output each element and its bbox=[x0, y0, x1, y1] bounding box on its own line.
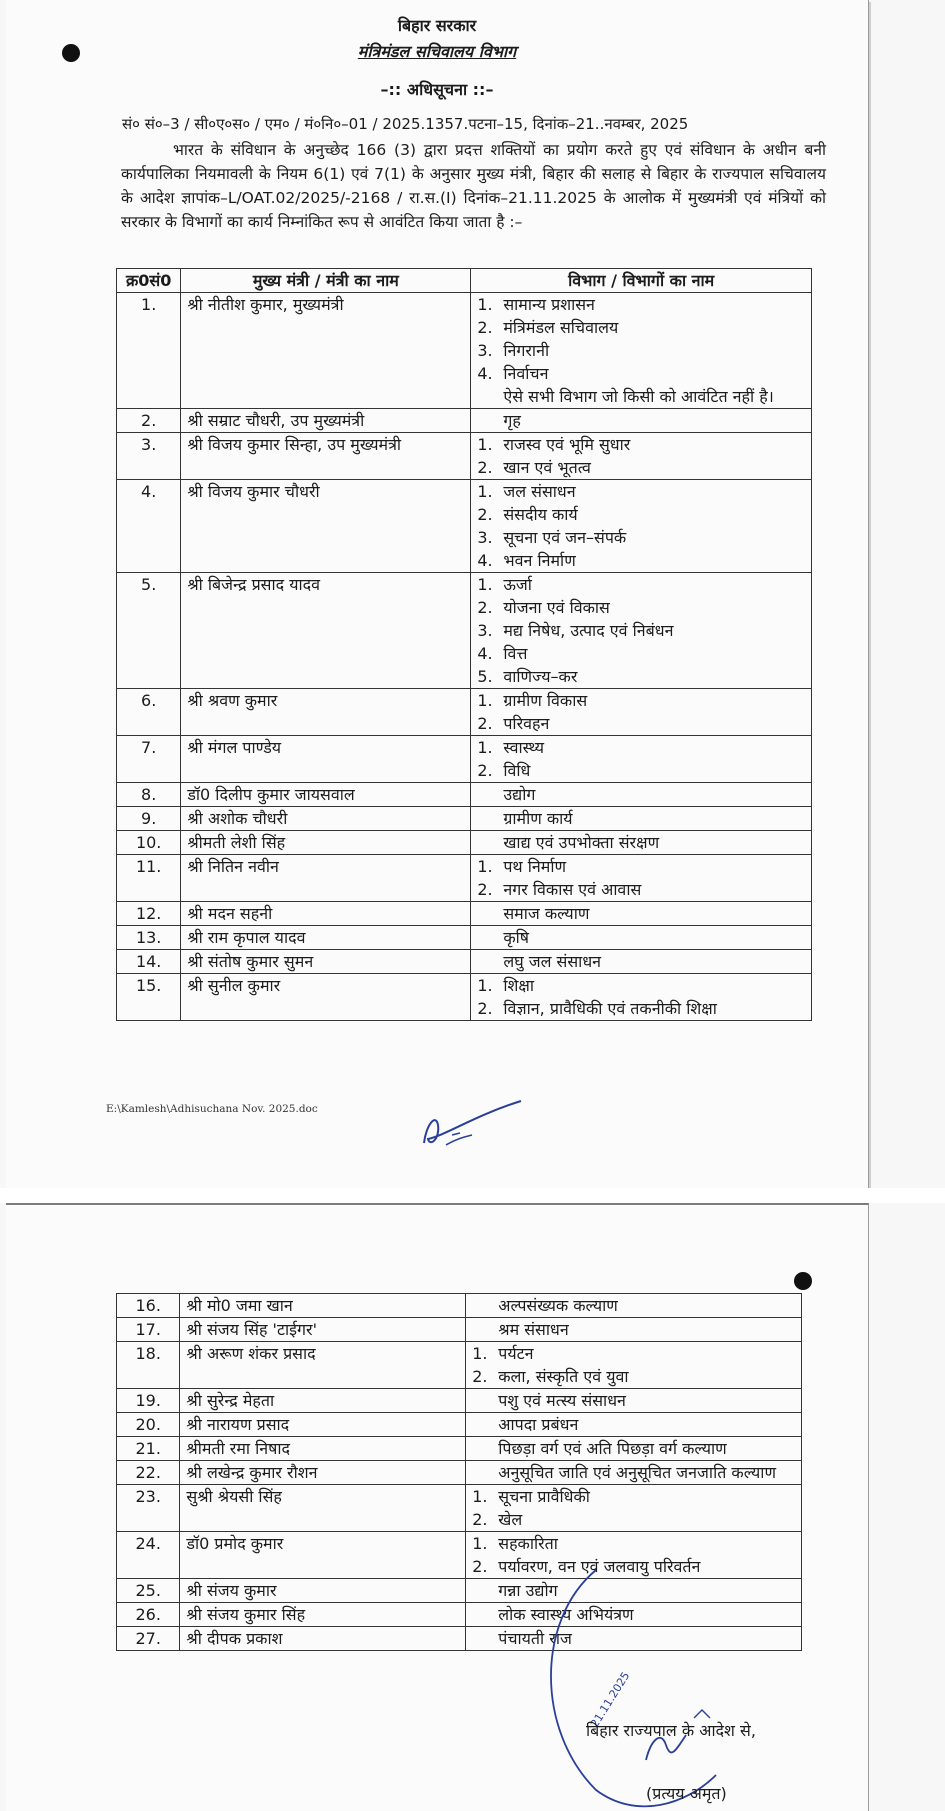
department-name: पशु एवं मत्स्य संसाधन bbox=[498, 1391, 626, 1410]
department-name: समाज कल्याण bbox=[503, 904, 590, 923]
department-item bbox=[477, 456, 805, 479]
department-item-number: 1. bbox=[477, 575, 493, 594]
table-row bbox=[117, 1389, 802, 1413]
minister-name: श्री विजय कुमार सिन्हा, उप मुख्यमंत्री bbox=[181, 433, 471, 480]
minister-name: श्री संतोष कुमार सुमन bbox=[181, 950, 471, 974]
department-name: सूचना प्रावैधिकी bbox=[498, 1487, 590, 1506]
department-item-number: 3. bbox=[477, 621, 493, 640]
table-row bbox=[117, 950, 812, 974]
department-name: लघु जल संसाधन bbox=[503, 952, 602, 971]
department-cell bbox=[471, 293, 812, 409]
department-name: श्रम संसाधन bbox=[498, 1320, 569, 1339]
serial-number: 16. bbox=[117, 1294, 180, 1318]
department-name: भवन निर्माण bbox=[503, 551, 576, 570]
department-item bbox=[477, 503, 805, 526]
department-item-number: 2. bbox=[477, 761, 493, 780]
department-name: पंचायती राज bbox=[498, 1629, 572, 1648]
department-cell bbox=[471, 573, 812, 689]
department-item-number: 1. bbox=[472, 1534, 488, 1553]
department-cell bbox=[466, 1437, 802, 1461]
department-item bbox=[477, 712, 805, 735]
department-name: पर्यावरण, वन एवं जलवायु परिवर्तन bbox=[498, 1557, 701, 1576]
minister-name: श्रीमती लेशी सिंह bbox=[181, 831, 471, 855]
serial-number: 7. bbox=[117, 736, 181, 783]
department-name: पिछड़ा वर्ग एवं अति पिछड़ा वर्ग कल्याण bbox=[498, 1439, 727, 1458]
minister-name: श्री राम कृपाल यादव bbox=[181, 926, 471, 950]
body-text: भारत के संविधान के अनुच्छेद 166 (3) द्वारा प्रदत्त शक्तियों का प्रयोग करते हुए एवं संविधान के अधीन बनी कार्यपालिका नियमावली के नियम 6(1) एवं 7(1) के अनुसार मुख्य मंत्री, बिहार की सलाह से बिहार के राज्यपाल सचिवालय के आदेश ज्ञापांक–L/OAT.02/2025/-2168 / रा.स.(I) दिनांक–21.11.2025 के आलोक में मुख्यमंत्री एवं मंत्रियों को सरकार के विभागों का कार्य निम्नांकित रूप से आवंटित किया जाता है :– bbox=[121, 141, 826, 231]
notification-title: –:: अधिसूचना ::– bbox=[380, 80, 494, 99]
department-list bbox=[477, 689, 805, 735]
department-cell bbox=[471, 736, 812, 783]
table-row bbox=[117, 926, 812, 950]
col-header-department: विभाग / विभागों का नाम bbox=[471, 269, 812, 293]
department-name: निर्वाचन bbox=[503, 364, 549, 383]
table-row bbox=[117, 807, 812, 831]
department-name: मंत्रिमंडल सचिवालय bbox=[503, 318, 619, 337]
department-item bbox=[472, 1532, 795, 1555]
department-name: पथ निर्माण bbox=[503, 857, 567, 876]
department-item-number: 1. bbox=[477, 738, 493, 757]
table-row bbox=[117, 433, 812, 480]
department-item-number: 2. bbox=[477, 714, 493, 733]
department-item bbox=[477, 596, 805, 619]
department-name: गृह bbox=[503, 411, 521, 430]
department-item-number: 1. bbox=[477, 857, 493, 876]
department-name: निगरानी bbox=[503, 341, 550, 360]
department-item-number: 1. bbox=[477, 482, 493, 501]
department-cell bbox=[471, 902, 812, 926]
minister-name: श्री मो0 जमा खान bbox=[180, 1294, 466, 1318]
department-item-number: 3. bbox=[477, 341, 493, 360]
minister-name: श्रीमती रमा निषाद bbox=[180, 1437, 466, 1461]
serial-number: 27. bbox=[117, 1627, 180, 1651]
serial-number: 15. bbox=[117, 974, 181, 1021]
serial-number: 14. bbox=[117, 950, 181, 974]
serial-number: 13. bbox=[117, 926, 181, 950]
col-header-name: मुख्य मंत्री / मंत्री का नाम bbox=[181, 269, 471, 293]
serial-number: 9. bbox=[117, 807, 181, 831]
serial-number: 10. bbox=[117, 831, 181, 855]
department-item-number: 1. bbox=[477, 295, 493, 314]
table-row bbox=[117, 1485, 802, 1532]
serial-number: 26. bbox=[117, 1603, 180, 1627]
department-item bbox=[477, 526, 805, 549]
department-name: जल संसाधन bbox=[503, 482, 576, 501]
department-cell bbox=[471, 433, 812, 480]
signature-date: 21.11.2025 bbox=[588, 1669, 633, 1730]
table-row bbox=[117, 1437, 802, 1461]
serial-number: 21. bbox=[117, 1437, 180, 1461]
department-name: मद्य निषेध, उत्पाद एवं निबंधन bbox=[503, 621, 674, 640]
department-item-number: 2. bbox=[477, 999, 493, 1018]
department-item bbox=[477, 549, 805, 572]
department-name: राजस्व एवं भूमि सुधार bbox=[503, 435, 631, 454]
department-name: परिवहन bbox=[503, 714, 550, 733]
department-name: स्वास्थ्य bbox=[503, 738, 544, 757]
document-page-2 bbox=[6, 1203, 869, 1811]
department-name: योजना एवं विकास bbox=[503, 598, 610, 617]
department-note: ऐसे सभी विभाग जो किसी को आवंटित नहीं है। bbox=[503, 387, 774, 406]
serial-number: 2. bbox=[117, 409, 181, 433]
table-row bbox=[117, 831, 812, 855]
document-page-1 bbox=[6, 0, 869, 1190]
serial-number: 22. bbox=[117, 1461, 180, 1485]
department-name: खान एवं भूतत्व bbox=[503, 458, 591, 477]
table-row bbox=[117, 855, 812, 902]
minister-name: श्री बिजेन्द्र प्रसाद यादव bbox=[181, 573, 471, 689]
department-item bbox=[472, 1342, 795, 1365]
department-item-number: 2. bbox=[472, 1367, 488, 1386]
department-list bbox=[472, 1342, 795, 1388]
serial-number: 24. bbox=[117, 1532, 180, 1579]
allocation-table-page-1 bbox=[116, 268, 812, 1021]
department-item bbox=[477, 573, 805, 596]
department-name: संसदीय कार्य bbox=[503, 505, 578, 524]
minister-name: श्री लखेन्द्र कुमार रौशन bbox=[180, 1461, 466, 1485]
table-row bbox=[117, 1342, 802, 1389]
department-item-number: 2. bbox=[477, 318, 493, 337]
serial-number: 11. bbox=[117, 855, 181, 902]
govt-title: बिहार सरकार bbox=[397, 16, 477, 35]
serial-number: 23. bbox=[117, 1485, 180, 1532]
department-item bbox=[477, 642, 805, 665]
department-item bbox=[477, 316, 805, 339]
minister-name: श्री मंगल पाण्डेय bbox=[181, 736, 471, 783]
department-cell bbox=[466, 1389, 802, 1413]
serial-number: 6. bbox=[117, 689, 181, 736]
department-cell bbox=[471, 480, 812, 573]
table-row bbox=[117, 974, 812, 1021]
department-list bbox=[477, 480, 805, 572]
department-cell bbox=[466, 1485, 802, 1532]
department-cell bbox=[471, 926, 812, 950]
serial-number: 12. bbox=[117, 902, 181, 926]
department-item bbox=[472, 1365, 795, 1388]
department-name: विधि bbox=[503, 761, 531, 780]
serial-number: 3. bbox=[117, 433, 181, 480]
department-item-number: 2. bbox=[472, 1510, 488, 1529]
department-item-number: 5. bbox=[477, 667, 493, 686]
department-list bbox=[477, 573, 805, 688]
table-row bbox=[117, 1461, 802, 1485]
minister-name: श्री अरूण शंकर प्रसाद bbox=[180, 1342, 466, 1389]
serial-number: 20. bbox=[117, 1413, 180, 1437]
minister-name: श्री दीपक प्रकाश bbox=[180, 1627, 466, 1651]
department-name: वाणिज्य–कर bbox=[503, 667, 578, 686]
serial-number: 1. bbox=[117, 293, 181, 409]
department-cell bbox=[471, 689, 812, 736]
department-item-number: 1. bbox=[472, 1344, 488, 1363]
punch-hole-mark bbox=[794, 1272, 812, 1290]
department-name: सूचना एवं जन–संपर्क bbox=[503, 528, 627, 547]
minister-name: श्री विजय कुमार चौधरी bbox=[181, 480, 471, 573]
department-name: उद्योग bbox=[503, 785, 536, 804]
department-name: ऊर्जा bbox=[503, 575, 532, 594]
department-name: खेल bbox=[498, 1510, 523, 1529]
minister-name: श्री मदन सहनी bbox=[181, 902, 471, 926]
department-name: वित्त bbox=[503, 644, 528, 663]
signature-loop bbox=[526, 1560, 786, 1810]
department-item bbox=[477, 736, 805, 759]
department-name: नगर विकास एवं आवास bbox=[503, 880, 642, 899]
department-name: अनुसूचित जाति एवं अनुसूचित जनजाति कल्याण bbox=[498, 1463, 777, 1482]
dept-title: मंत्रिमंडल सचिवालय विभाग bbox=[357, 42, 517, 61]
department-item bbox=[477, 878, 805, 901]
department-cell bbox=[466, 1342, 802, 1389]
minister-name: श्री संजय कुमार bbox=[180, 1579, 466, 1603]
signature-initial-1 bbox=[416, 1095, 536, 1155]
minister-name: श्री नारायण प्रसाद bbox=[180, 1413, 466, 1437]
minister-name: श्री संजय सिंह 'टाईगर' bbox=[180, 1318, 466, 1342]
order-by-text: बिहार राज्यपाल के आदेश से, bbox=[586, 1721, 756, 1740]
table-row bbox=[117, 783, 812, 807]
department-cell bbox=[466, 1294, 802, 1318]
department-cell bbox=[466, 1413, 802, 1437]
department-name: पर्यटन bbox=[498, 1344, 534, 1363]
department-item bbox=[477, 689, 805, 712]
department-name: सामान्य प्रशासन bbox=[503, 295, 595, 314]
table-row bbox=[117, 480, 812, 573]
department-cell bbox=[471, 783, 812, 807]
table-row bbox=[117, 293, 812, 409]
department-list bbox=[477, 855, 805, 901]
department-cell bbox=[471, 409, 812, 433]
table-header-row bbox=[117, 269, 812, 293]
department-cell bbox=[471, 974, 812, 1021]
department-list bbox=[477, 736, 805, 782]
department-item-number: 4. bbox=[477, 551, 493, 570]
department-item bbox=[477, 362, 805, 385]
department-name: अल्पसंख्यक कल्याण bbox=[498, 1296, 618, 1315]
minister-name: श्री सुरेन्द्र मेहता bbox=[180, 1389, 466, 1413]
department-cell bbox=[466, 1318, 802, 1342]
department-item-number: 2. bbox=[477, 505, 493, 524]
department-name: ग्रामीण कार्य bbox=[503, 809, 573, 828]
file-path: E:\Kamlesh\Adhisuchana Nov. 2025.doc bbox=[106, 1103, 318, 1115]
department-name: खाद्य एवं उपभोक्ता संरक्षण bbox=[503, 833, 660, 852]
minister-name: श्री सुनील कुमार bbox=[181, 974, 471, 1021]
notification-body bbox=[121, 138, 826, 234]
department-item bbox=[477, 339, 805, 362]
department-cell bbox=[471, 855, 812, 902]
department-cell bbox=[471, 831, 812, 855]
department-list bbox=[477, 974, 805, 1020]
col-header-serial: क्र0सं0 bbox=[117, 269, 181, 293]
department-item bbox=[477, 997, 805, 1020]
serial-number: 25. bbox=[117, 1579, 180, 1603]
department-name: कला, संस्कृति एवं युवा bbox=[498, 1367, 629, 1386]
department-item-number: 3. bbox=[477, 528, 493, 547]
department-name: विज्ञान, प्रावैधिकी एवं तकनीकी शिक्षा bbox=[503, 999, 717, 1018]
department-name: ग्रामीण विकास bbox=[503, 691, 588, 710]
department-cell bbox=[471, 950, 812, 974]
department-item-number: 1. bbox=[477, 435, 493, 454]
minister-name: श्री नीतीश कुमार, मुख्यमंत्री bbox=[181, 293, 471, 409]
department-item-number: 4. bbox=[477, 644, 493, 663]
department-item bbox=[477, 480, 805, 503]
serial-number: 19. bbox=[117, 1389, 180, 1413]
department-list bbox=[477, 293, 805, 385]
department-list bbox=[477, 433, 805, 479]
table-row bbox=[117, 902, 812, 926]
minister-name: श्री अशोक चौधरी bbox=[181, 807, 471, 831]
department-item-number: 2. bbox=[477, 598, 493, 617]
department-name: कृषि bbox=[503, 928, 530, 947]
department-name: गन्ना उद्योग bbox=[498, 1581, 558, 1600]
table-row bbox=[117, 409, 812, 433]
minister-name: डॉ0 दिलीप कुमार जायसवाल bbox=[181, 783, 471, 807]
department-name: आपदा प्रबंधन bbox=[498, 1415, 579, 1434]
minister-name: डॉ0 प्रमोद कुमार bbox=[180, 1532, 466, 1579]
table-row bbox=[117, 1318, 802, 1342]
department-item-number: 1. bbox=[477, 691, 493, 710]
table-row bbox=[117, 573, 812, 689]
department-item-number: 1. bbox=[477, 976, 493, 995]
minister-name: श्री संजय कुमार सिंह bbox=[180, 1603, 466, 1627]
serial-number: 8. bbox=[117, 783, 181, 807]
department-item bbox=[477, 759, 805, 782]
minister-name: सुश्री श्रेयसी सिंह bbox=[180, 1485, 466, 1532]
department-name: सहकारिता bbox=[498, 1534, 558, 1553]
table-row bbox=[117, 689, 812, 736]
department-item bbox=[477, 433, 805, 456]
page-gap bbox=[0, 1188, 945, 1203]
department-item bbox=[477, 855, 805, 878]
table-row bbox=[117, 1294, 802, 1318]
department-name: शिक्षा bbox=[503, 976, 534, 995]
department-cell bbox=[471, 807, 812, 831]
department-item-number: 2. bbox=[477, 880, 493, 899]
department-item bbox=[472, 1508, 795, 1531]
serial-number: 18. bbox=[117, 1342, 180, 1389]
table-row bbox=[117, 736, 812, 783]
department-item bbox=[472, 1485, 795, 1508]
department-cell bbox=[466, 1461, 802, 1485]
serial-number: 4. bbox=[117, 480, 181, 573]
serial-number: 5. bbox=[117, 573, 181, 689]
department-name: लोक स्वास्थ्य अभियंत्रण bbox=[498, 1605, 634, 1624]
minister-name: श्री श्रवण कुमार bbox=[181, 689, 471, 736]
department-item-number: 1. bbox=[472, 1487, 488, 1506]
department-item-number: 4. bbox=[477, 364, 493, 383]
department-item bbox=[477, 293, 805, 316]
minister-name: श्री सम्राट चौधरी, उप मुख्यमंत्री bbox=[181, 409, 471, 433]
department-item bbox=[477, 619, 805, 642]
department-list bbox=[472, 1485, 795, 1531]
signatory-name: (प्रत्यय अमृत) bbox=[646, 1784, 727, 1803]
serial-number: 17. bbox=[117, 1318, 180, 1342]
department-item-number: 2. bbox=[477, 458, 493, 477]
department-item bbox=[477, 974, 805, 997]
department-item bbox=[477, 665, 805, 688]
table-row bbox=[117, 1413, 802, 1437]
reference-line: सं० सं०–3 / सी०ए०स० / एम० / मं०नि०–01 / 2025.1357.पटना–15, दिनांक–21..नवम्बर, 2025 bbox=[122, 115, 689, 133]
minister-name: श्री नितिन नवीन bbox=[181, 855, 471, 902]
department-item-number: 2. bbox=[472, 1557, 488, 1576]
